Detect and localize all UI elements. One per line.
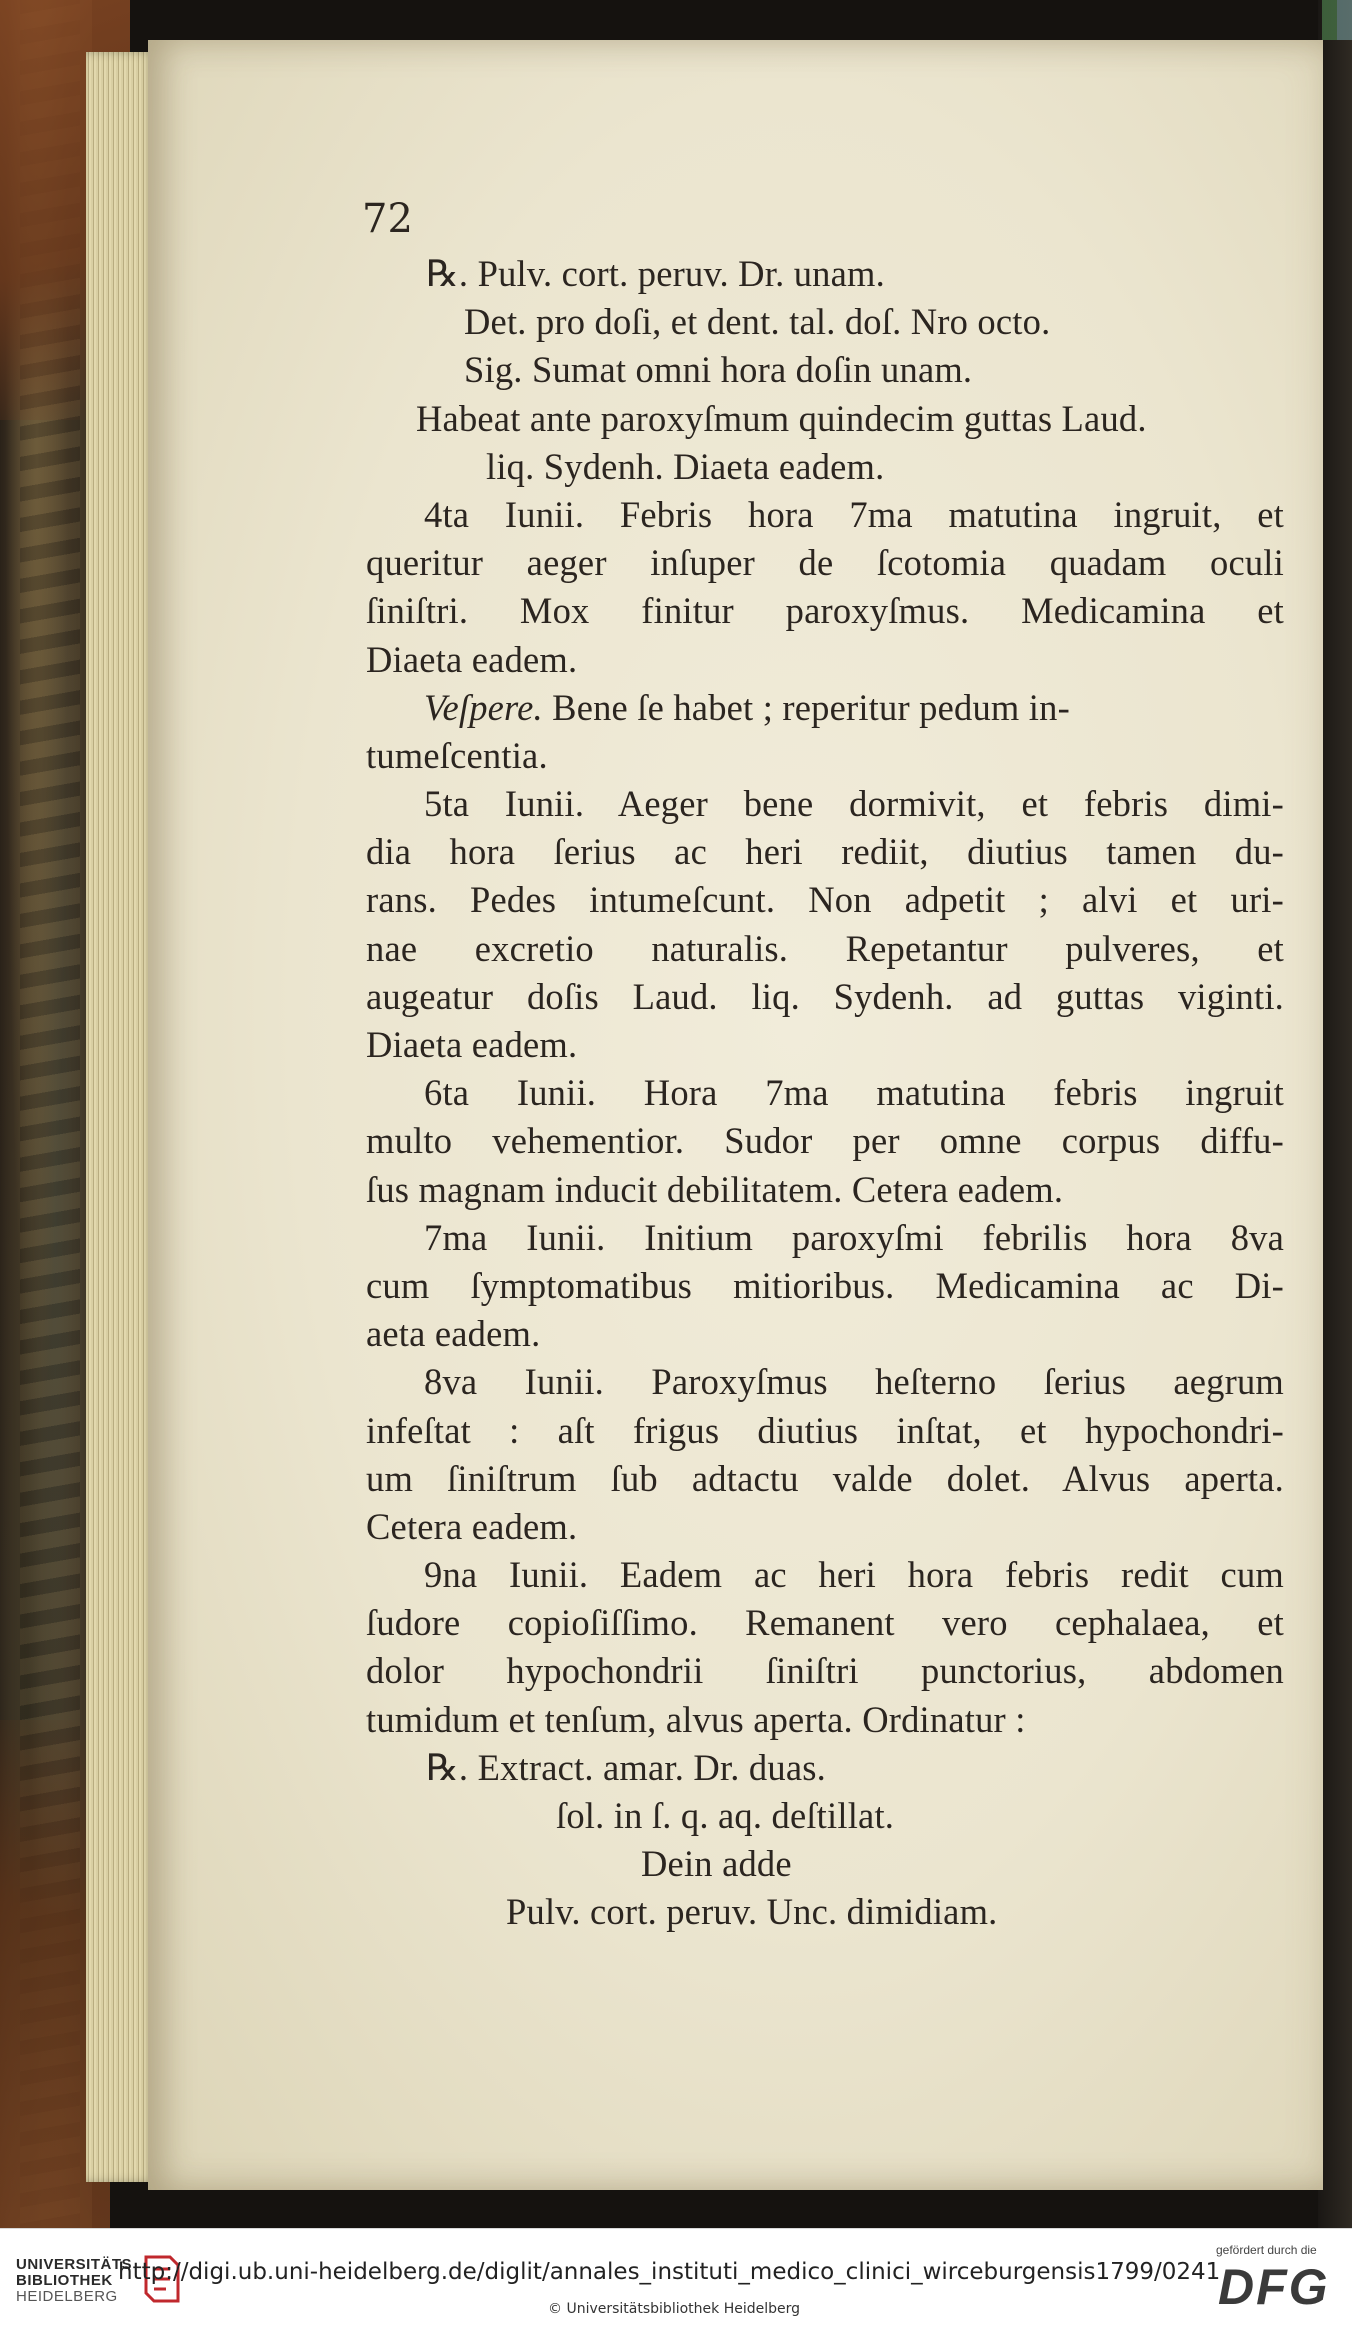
text-line: 4ta Iunii. Febris hora 7ma matutina ingruit, et: [424, 493, 1284, 535]
text-line: Habeat ante paroxyſmum quindecim guttas Laud.: [416, 397, 1147, 439]
ub-heidelberg-logo: [16, 2257, 132, 2305]
page-text: [366, 250, 1284, 1937]
text-line: ſus magnam inducit debilitatem. Cetera eadem.: [366, 1168, 1064, 1210]
text-line: multo vehementior. Sudor per omne corpus diffu-: [366, 1120, 1284, 1162]
text-line: tumeſcentia.: [366, 734, 548, 776]
text-line: liq. Sydenh. Diaeta eadem.: [486, 445, 885, 487]
text-line: Pulv. cort. peruv. Unc. dimidiam.: [506, 1891, 998, 1933]
page-edges: [86, 52, 156, 2182]
text-line: nae excretio naturalis. Repetantur pulveres, et: [366, 927, 1284, 969]
text-line: Diaeta eadem.: [366, 638, 578, 680]
text-line: Det. pro doſi, et dent. tal. doſ. Nro octo.: [464, 301, 1051, 343]
funding-note: gefördert durch die: [1216, 2243, 1317, 2257]
text-line: [366, 684, 1284, 732]
text-line: dolor hypochondrii ſiniſtri punctorius, abdomen: [366, 1650, 1284, 1692]
text-line: ſudore copioſiſſimo. Remanent vero cephalaea, et: [366, 1602, 1284, 1644]
text-line: 9na Iunii. Eadem ac heri hora febris redit cum: [424, 1554, 1284, 1596]
logo-line: HEIDELBERG: [16, 2288, 118, 2305]
text-line: augeatur doſis Laud. liq. Sydenh. ad guttas viginti.: [366, 975, 1284, 1017]
text-line: dia hora ſerius ac heri rediit, diutius tamen du-: [366, 831, 1284, 873]
text-line: 5ta Iunii. Aeger bene dormivit, et febris dimi-: [424, 783, 1284, 825]
text-line: ſol. in ſ. q. aq. deſtillat.: [556, 1795, 895, 1836]
text-line: Dein adde: [641, 1843, 792, 1885]
text-line: um ſiniſtrum ſub adtactu valde dolet. Alvus aperta.: [366, 1457, 1284, 1499]
page-number: 72: [362, 196, 413, 242]
scan-color-target: [1322, 0, 1352, 40]
text-line: 7ma Iunii. Initium paroxyſmi febrilis hora 8va: [424, 1216, 1284, 1258]
text-line: Sig. Sumat omni hora doſin unam.: [464, 349, 973, 391]
text-line: Diaeta eadem.: [366, 1024, 578, 1065]
text-line: ℞. Pulv. cort. peruv. Dr. unam.: [426, 253, 885, 294]
text-line: rans. Pedes intumeſcunt. Non adpetit ; alvi et uri-: [366, 879, 1284, 921]
text-line: 8va Iunii. Paroxyſmus heſterno ſerius aegrum: [424, 1361, 1284, 1403]
text-line-rest: Bene ſe habet ; reperitur pedum in-: [542, 686, 1070, 728]
text-line: queritur aeger inſuper de ſcotomia quadam oculi: [366, 542, 1284, 584]
text-line: tumidum et tenſum, alvus aperta. Ordinatur :: [366, 1698, 1026, 1740]
logo-line: UNIVERSITÄTS: [16, 2256, 133, 2273]
footer-bar: [0, 2228, 1352, 2329]
text-line: infeſtat : aſt frigus diutius inſtat, et hypochondri-: [366, 1409, 1284, 1451]
text-line: ſiniſtri. Mox finitur paroxyſmus. Medicamina et: [366, 590, 1284, 632]
italic-word: Veſpere.: [424, 686, 543, 728]
copyright-text: © Universitätsbibliothek Heidelberg: [548, 2301, 801, 2317]
text-line: Cetera eadem.: [366, 1505, 578, 1547]
text-line: cum ſymptomatibus mitioribus. Medicamina ac Di-: [366, 1264, 1284, 1306]
logo-line: BIBLIOTHEK: [16, 2272, 113, 2289]
dfg-logo: DFG: [1218, 2259, 1330, 2315]
text-line: aeta eadem.: [366, 1313, 541, 1355]
permalink-url[interactable]: http://digi.ub.uni-heidelberg.de/diglit/annales_instituti_medico_clinici_wirceburgensis1799/0241: [118, 2259, 1221, 2285]
text-line: ℞. Extract. amar. Dr. duas.: [426, 1746, 826, 1788]
scan-right-edge: [1318, 0, 1352, 2228]
text-line: 6ta Iunii. Hora 7ma matutina febris ingruit: [424, 1072, 1284, 1114]
